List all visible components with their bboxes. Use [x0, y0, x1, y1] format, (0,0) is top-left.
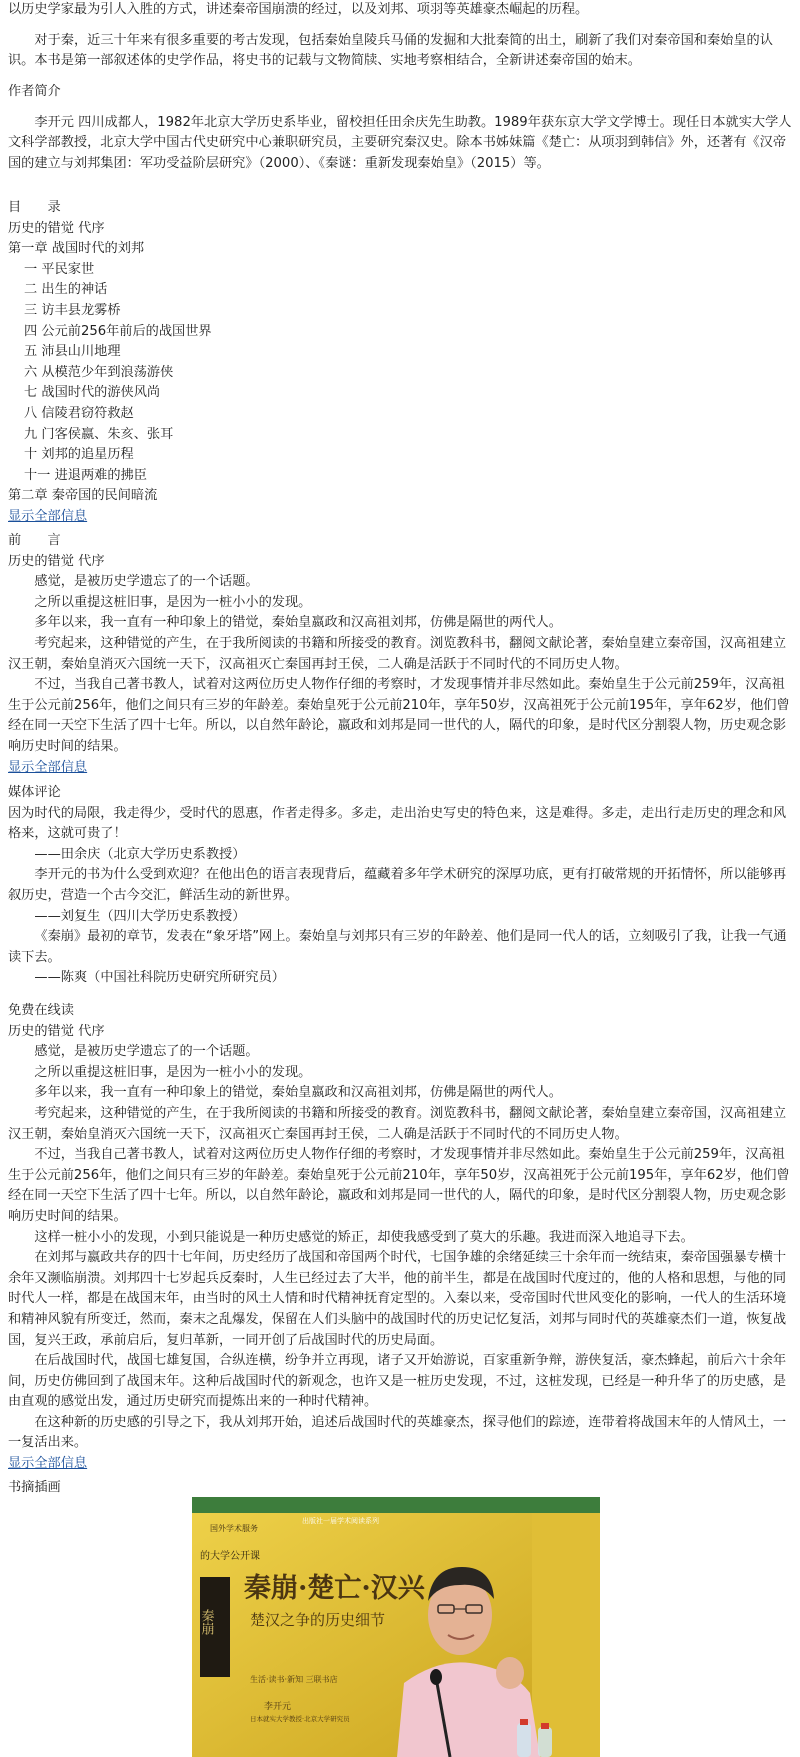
foreword-title: 历史的错觉 代序	[8, 553, 105, 569]
green-band	[192, 1497, 600, 1513]
reviews-section	[8, 783, 792, 989]
illustration-section	[8, 1478, 792, 1499]
online-paragraph: 感觉，是被历史学遗忘了的一个话题。	[34, 1044, 259, 1060]
top-caption-text: 出版社一届学术阅读系列	[302, 1517, 379, 1525]
toc-heading: 目 录	[8, 200, 61, 215]
author-section	[8, 82, 792, 174]
speaker-caption-text: 日本就实大学教授·北京大学研究员	[250, 1715, 350, 1723]
author-bio: 李开元 四川成都人，1982年北京大学历史系毕业，留校担任田余庆先生助教。1989年获东京大学文学博士。现任日本就实大学人文科学部教授，北京大学中国古代史研究中心兼职研究员，主要研究秦汉史。除本书姊妹篇《楚亡：从项羽到韩信》外，还著有《汉帝国的建立与刘邦集团：军功受益阶层研究》（2000）、《秦谜：重新发现秦始皇》（2015）等。	[8, 114, 792, 171]
book-illustration-photo	[192, 1497, 600, 1757]
foreword-paragraph: 感觉，是被历史学遗忘了的一个话题。	[34, 574, 259, 590]
review-text-3: 《秦崩》最初的章节，发表在“象牙塔”网上。秦始皇与刘邦只有三岁的年龄差、他们是同一代人的话，立刻吸引了我，让我一气通读下去。	[8, 929, 787, 965]
toc-item: 十一 进退两难的拂臣	[24, 467, 147, 483]
toc-chapter-1: 第一章 战国时代的刘邦	[8, 241, 145, 257]
subtitle-text: 楚汉之争的历史细节	[250, 1611, 386, 1629]
toc-item: 三 访丰县龙雾桥	[24, 302, 121, 318]
top-tag-text: 国外学术服务	[210, 1524, 258, 1533]
online-paragraph: 之所以重提这桩旧事，是因为一桩小小的发现。	[34, 1064, 312, 1080]
online-paragraph: 考究起来，这种错觉的产生，在于我所阅读的书籍和所接受的教育。浏览教科书，翻阅文献论著，秦始皇建立秦帝国，汉高祖建立汉王朝，秦始皇消灭六国统一天下，汉高祖灭亡秦国再封王侯，二人确是活跃于不同时代的不同历史人物。	[8, 1105, 787, 1142]
publisher-text: 生活·读书·新知 三联书店	[250, 1675, 338, 1684]
foreword-paragraph: 多年以来，我一直有一种印象上的错觉，秦始皇嬴政和汉高祖刘邦，仿佛是隔世的两代人。	[34, 615, 562, 631]
speaker-tag-text: 李开元	[264, 1702, 292, 1712]
toc-item: 二 出生的神话	[24, 282, 108, 298]
online-read-heading: 免费在线读	[8, 1003, 74, 1018]
toc-preface: 历史的错觉 代序	[8, 220, 105, 236]
foreword-show-all-link[interactable]: 显示全部信息	[8, 759, 88, 775]
review-text-2: 李开元的书为什么受到欢迎？在他出色的语言表现背后，蕴藏着多年学术研究的深厚功底，更有打破常规的开拓情怀，所以能够再叙历史，营造一个古今交汇，鲜活生动的新世界。	[8, 867, 787, 903]
online-read-title: 历史的错觉 代序	[8, 1023, 105, 1039]
toc-item: 四 公元前256年前后的战国世界	[24, 323, 212, 339]
review-signature-1: ——田余庆（北京大学历史系教授）	[34, 846, 246, 862]
big-title-text: 秦崩·楚亡·汉兴	[244, 1573, 425, 1604]
toc-item: 五 沛县山川地理	[24, 344, 121, 360]
foreword-paragraph: 之所以重提这桩旧事，是因为一桩小小的发现。	[34, 594, 312, 610]
foreword-paragraph: 考究起来，这种错觉的产生，在于我所阅读的书籍和所接受的教育。浏览教科书，翻阅文献论著，秦始皇建立秦帝国，汉高祖建立汉王朝，秦始皇消灭六国统一天下，汉高祖灭亡秦国再封王侯，二人确是活跃于不同时代的不同历史人物。	[8, 635, 787, 672]
review-signature-3: ——陈爽（中国社科院历史研究所研究员）	[34, 970, 285, 986]
foreword-paragraph: 不过，当我自己著书教人，试着对这两位历史人物作仔细的考察时，才发现事情并非尽然如此。秦始皇生于公元前259年，汉高祖生于公元前256年，他们之间只有三岁的年龄差。秦始皇死于公元前210年，享年50岁，汉高祖死于公元前195年，享年62岁，他们曾经在同一天空下生活了四十七年。所以，以自然年龄论，嬴政和刘邦是同一世代的人，隔代的印象，是时代区分割裂人物，历史观念影响历史时间的结果。	[8, 677, 790, 754]
review-text-1: 因为时代的局限，我走得少，受时代的恩惠，作者走得多。多走，走出治史写史的特色来，这是难得。多走，走出行走历史的理念和风格来，这就可贵了！	[8, 805, 787, 842]
online-paragraph: 在刘邦与嬴政共存的四十七年间，历史经历了战国和帝国两个时代，七国争雄的余绪延续三十余年而一统结束，秦帝国强暴专横十余年又濒临崩溃。刘邦四十七岁起兵反秦时，人生已经过去了大半，他的前半生，都是在战国时代度过的，他的人格和思想，与他的同时代人一样，都是在战国末年，由当时的风土人情和时代精神抚育定型的。入秦以来，受帝国时代世风变化的影响，一代人的生活环境和精神风貌有所变迁，然而，秦末之乱爆发，保留在人们头脑中的战国时代的历史记忆复活，刘邦与同时代的英雄豪杰们一道，恢复战国，复兴王政，承前启后，复归革新，一同开创了后战国时代的历史局面。	[8, 1250, 787, 1348]
side-calligraphy: 秦崩	[198, 1609, 214, 1635]
toc-item: 一 平民家世	[24, 261, 95, 277]
toc-list	[8, 260, 792, 487]
online-read-section	[8, 1001, 792, 1475]
online-show-all-link[interactable]: 显示全部信息	[8, 1456, 88, 1472]
online-paragraph: 多年以来，我一直有一种印象上的错觉，秦始皇嬴政和汉高祖刘邦，仿佛是隔世的两代人。	[34, 1085, 562, 1101]
toc-item: 六 从模范少年到浪荡游侠	[24, 364, 174, 380]
online-paragraph: 在后战国时代，战国七雄复国，合纵连横，纷争并立再现，诸子又开始游说，百家重新争辩，游侠复活，豪杰蜂起，前后六十余年间，历史仿佛回到了战国末年。这种后战国时代的新观念，也许又是一桩历史发现，不过，这桩发现，已经是一种升华了的历史感，是由直观的感觉出发，通过历史研究而提炼出来的一种时代精神。	[8, 1353, 787, 1410]
review-signature-2: ——刘复生（四川大学历史系教授）	[34, 908, 246, 924]
toc-item: 八 信陵君窃符救赵	[24, 405, 134, 421]
intro-line: 以历史学家最为引人入胜的方式，讲述秦帝国崩溃的经过，以及刘邦、项羽等英雄豪杰崛起的历程。	[8, 2, 589, 17]
reviews-heading: 媒体评论	[8, 785, 61, 800]
right-poster	[532, 1513, 600, 1757]
intro-section	[8, 0, 792, 72]
toc-item: 七 战国时代的游侠风尚	[24, 385, 161, 401]
foreword-heading: 前 言	[8, 533, 61, 548]
foreword-section	[8, 531, 792, 778]
illustration-heading: 书摘插画	[8, 1480, 61, 1495]
toc-section	[8, 198, 792, 528]
online-paragraph: 在这种新的历史感的引导之下，我从刘邦开始，追述后战国时代的英雄豪杰，探寻他们的踪迹，连带着将战国末年的人情风土，一一复活出来。	[8, 1414, 787, 1451]
author-heading: 作者简介	[8, 84, 61, 99]
online-paragraph: 不过，当我自己著书教人，试着对这两位历史人物作仔细的考察时，才发现事情并非尽然如此。秦始皇生于公元前259年，汉高祖生于公元前256年，他们之间只有三岁的年龄差。秦始皇死于公元前210年，享年50岁，汉高祖死于公元前195年，享年62岁，他们曾经在同一天空下生活了四十七年。所以，以自然年龄论，嬴政和刘邦是同一世代的人，隔代的印象，是时代区分割裂人物，历史观念影响历史时间的结果。	[8, 1147, 790, 1224]
online-paragraph: 这样一桩小小的发现，小到只能说是一种历史感觉的矫正，却使我感受到了莫大的乐趣。我进而深入地追寻下去。	[34, 1229, 694, 1245]
toc-item: 十 刘邦的追星历程	[24, 447, 134, 463]
banner-small-text: 的大学公开课	[200, 1551, 260, 1562]
toc-item: 九 门客侯嬴、朱亥、张耳	[24, 426, 174, 442]
intro-paragraph: 对于秦，近三十年来有很多重要的考古发现，包括秦始皇陵兵马俑的发掘和大批秦简的出土，刷新了我们对秦帝国和秦始皇的认识。本书是第一部叙述体的史学作品，将史书的记载与文物简牍、实地考察相结合，全新讲述秦帝国的始末。	[8, 32, 773, 69]
toc-chapter-2: 第二章 秦帝国的民间暗流	[8, 488, 158, 504]
toc-show-all-link[interactable]: 显示全部信息	[8, 508, 88, 524]
illustration-svg	[192, 1497, 600, 1757]
